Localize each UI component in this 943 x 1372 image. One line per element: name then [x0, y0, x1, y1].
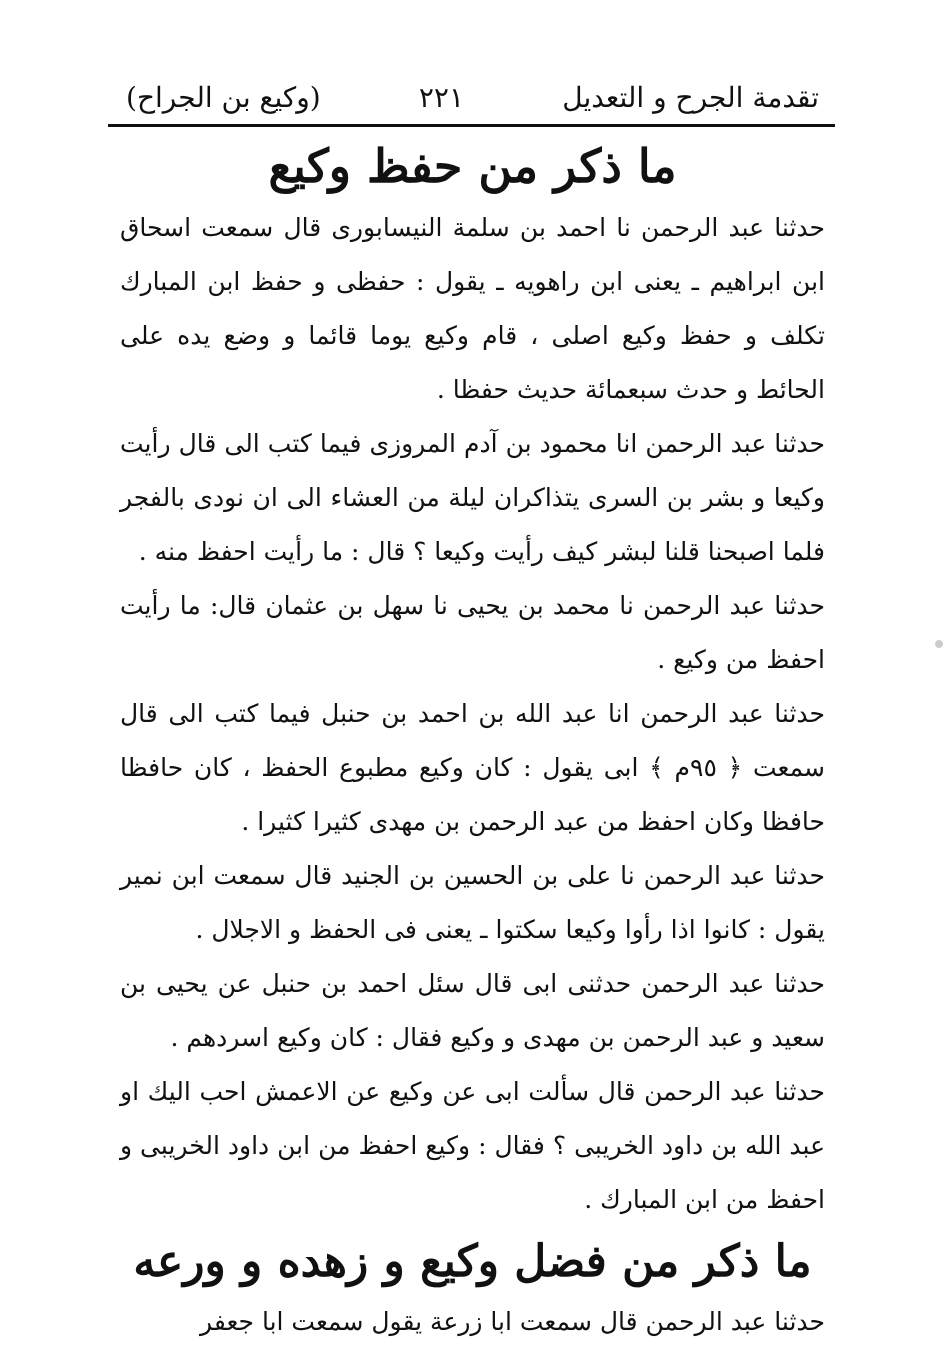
paragraph: حدثنا عبد الرحمن قال سمعت ابا زرعة يقول سمعت ابا جعفر: [200, 1307, 825, 1336]
paragraph: حدثنا عبد الرحمن قال سألت ابى عن وكيع عن الاعمش احب اليك او عبد الله بن داود الخريبى ؟ فقال : وكيع احفظ من ابن داود الخريبى و احفظ من ابن المبارك .: [120, 1077, 825, 1214]
paragraph: حدثنا عبد الرحمن حدثنى ابى قال سئل احمد بن حنبل عن يحيى بن سعيد و عبد الرحمن بن مهدى و وكيع فقال : كان وكيع اسردهم .: [120, 969, 825, 1052]
section-heading-memory: ما ذكر من حفظ وكيع: [268, 139, 677, 193]
page-body: [120, 131, 825, 1349]
paragraph: حدثنا عبد الرحمن انا محمود بن آدم المروزى فيما كتب الى قال رأيت وكيعا و بشر بن السرى يتذاكران ليلة من العشاء الى ان نودى بالفجر فلما اصبحنا قلنا لبشر كيف رأيت وكيعا ؟ قال : ما رأيت احفظ منه .: [120, 429, 825, 566]
running-title: (وكيع بن الجراح): [126, 81, 321, 114]
page-number: ٢٢١: [418, 81, 465, 114]
paragraph: حدثنا عبد الرحمن انا عبد الله بن احمد بن حنبل فيما كتب الى قال سمعت ﴿ ٩٥م ﴾ ابى يقول : كان وكيع مطبوع الحفظ ، كان حافظا حافظا وكان احفظ من عبد الرحمن بن مهدى كثيرا كثيرا .: [120, 699, 825, 836]
section-heading-virtue: ما ذكر من فضل وكيع و زهده و ورعه: [133, 1236, 812, 1287]
paragraph: حدثنا عبد الرحمن نا احمد بن سلمة النيسابورى قال سمعت اسحاق ابن ابراهيم ـ يعنى ابن راهويه ـ يقول : حفظى و حفظ ابن المبارك تكلف و حفظ وكيع اصلى ، قام وكيع يوما قائما و وضع يده على الحائط و حدث سبعمائة حديث حفظا .: [120, 213, 825, 404]
page-header: [120, 60, 825, 118]
book-title: تقدمة الجرح و التعديل: [562, 81, 819, 114]
header-rule: [108, 124, 835, 127]
paragraph: حدثنا عبد الرحمن نا محمد بن يحيى نا سهل بن عثمان قال: ما رأيت احفظ من وكيع .: [120, 591, 825, 674]
scan-speck: [935, 640, 943, 648]
paragraph: حدثنا عبد الرحمن نا على بن الحسين بن الجنيد قال سمعت ابن نمير يقول : كانوا اذا رأوا وكيعا سكتوا ـ يعنى فى الحفظ و الاجلال .: [120, 861, 825, 944]
